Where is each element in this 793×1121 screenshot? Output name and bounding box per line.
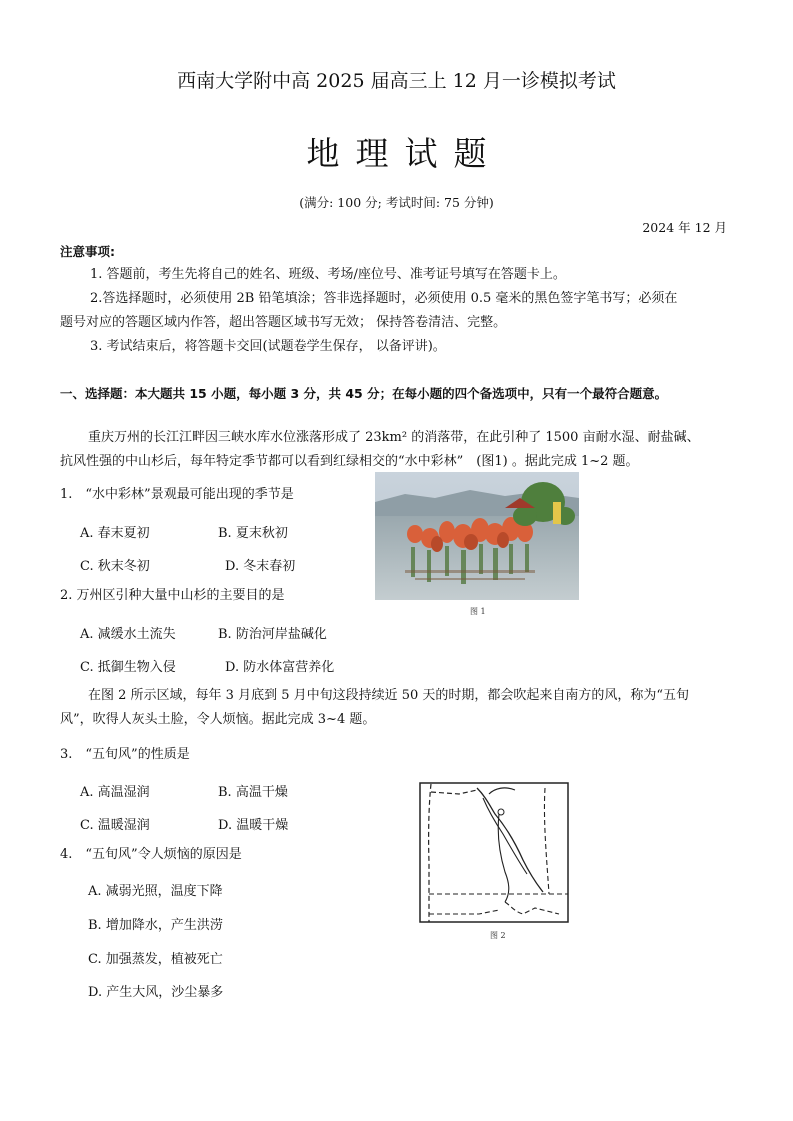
- figure-1-caption: 图 1: [470, 607, 486, 616]
- q3-option-c: C. 温暖湿润: [80, 818, 150, 833]
- exam-title: 西南大学附中高 2025 届高三上 12 月一诊模拟考试: [177, 70, 616, 92]
- q3-option-a: A. 高温湿润: [80, 785, 150, 800]
- passage1-line: 重庆万州的长江江畔因三峡水库水位涨落形成了 23km² 的消落带，在此引种了 1500 亩耐水湿、耐盐碱、: [88, 430, 700, 445]
- q2-option-b: B. 防治河岸盐碱化: [218, 627, 327, 642]
- q2-option-c: C. 抵御生物入侵: [80, 660, 176, 675]
- section-heading: 一、选择题：本大题共 15 小题，每小题 3 分，共 45 分；在每小题的四个备选项中，只有一个最符合题意。: [60, 386, 668, 401]
- q1-option-b: B. 夏末秋初: [218, 526, 288, 541]
- q1-option-c: C. 秋末冬初: [80, 559, 150, 574]
- note-item: 2.答选择题时，必须使用 2B 铅笔填涂；答非选择题时，必须使用 0.5 毫米的黑色签字笔书写；必须在: [90, 291, 678, 306]
- note-item: 题号对应的答题区域内作答，超出答题区域书写无效； 保持答卷清洁、完整。: [60, 315, 507, 330]
- notes-title: 注意事项:: [60, 244, 115, 259]
- exam-meta: (满分: 100 分; 考试时间: 75 分钟): [299, 195, 494, 210]
- q2-option-d: D. 防水体富营养化: [225, 660, 335, 675]
- question-3-stem: 3. “五旬风”的性质是: [60, 747, 190, 762]
- q4-option-c: C. 加强蒸发，植被死亡: [88, 952, 223, 967]
- note-item: 3. 考试结束后，将答题卡交回(试题卷学生保存， 以备评讲)。: [90, 339, 446, 354]
- passage1-line: 抗风性强的中山杉后，每年特定季节都可以看到红绿相交的“水中彩林” (图1) 。据此完成 1~2 题。: [60, 454, 639, 469]
- q3-option-d: D. 温暖干燥: [218, 818, 289, 833]
- q3-option-b: B. 高温干燥: [218, 785, 288, 800]
- q4-option-a: A. 减弱光照，温度下降: [88, 884, 223, 899]
- passage2-line: 风”，吹得人灰头土脸，令人烦恼。据此完成 3~4 题。: [60, 712, 376, 727]
- q2-option-a: A. 减缓水土流失: [80, 627, 176, 642]
- q1-option-d: D. 冬末春初: [225, 559, 296, 574]
- note-item: 1. 答题前，考生先将自己的姓名、班级、考场/座位号、准考证号填写在答题卡上。: [90, 267, 566, 282]
- exam-date: 2024 年 12 月: [642, 220, 727, 235]
- figure-2-map: [419, 782, 569, 923]
- q4-option-d: D. 产生大风，沙尘暴多: [88, 985, 224, 1000]
- question-1-stem: 1. “水中彩林”景观最可能出现的季节是: [60, 487, 294, 502]
- passage2-line: 在图 2 所示区域，每年 3 月底到 5 月中旬这段持续近 50 天的时期，都会吹起来自南方的风，称为“五旬: [88, 688, 690, 703]
- q4-option-b: B. 增加降水，产生洪涝: [88, 918, 223, 933]
- q1-option-a: A. 春末夏初: [80, 526, 150, 541]
- question-4-stem: 4. “五旬风”令人烦恼的原因是: [60, 847, 242, 862]
- question-2-stem: 2. 万州区引种大量中山杉的主要目的是: [60, 588, 285, 603]
- figure-1-photo: [375, 472, 579, 600]
- subject-title: 地理试题: [306, 134, 503, 173]
- figure-2-caption: 图 2: [490, 931, 506, 940]
